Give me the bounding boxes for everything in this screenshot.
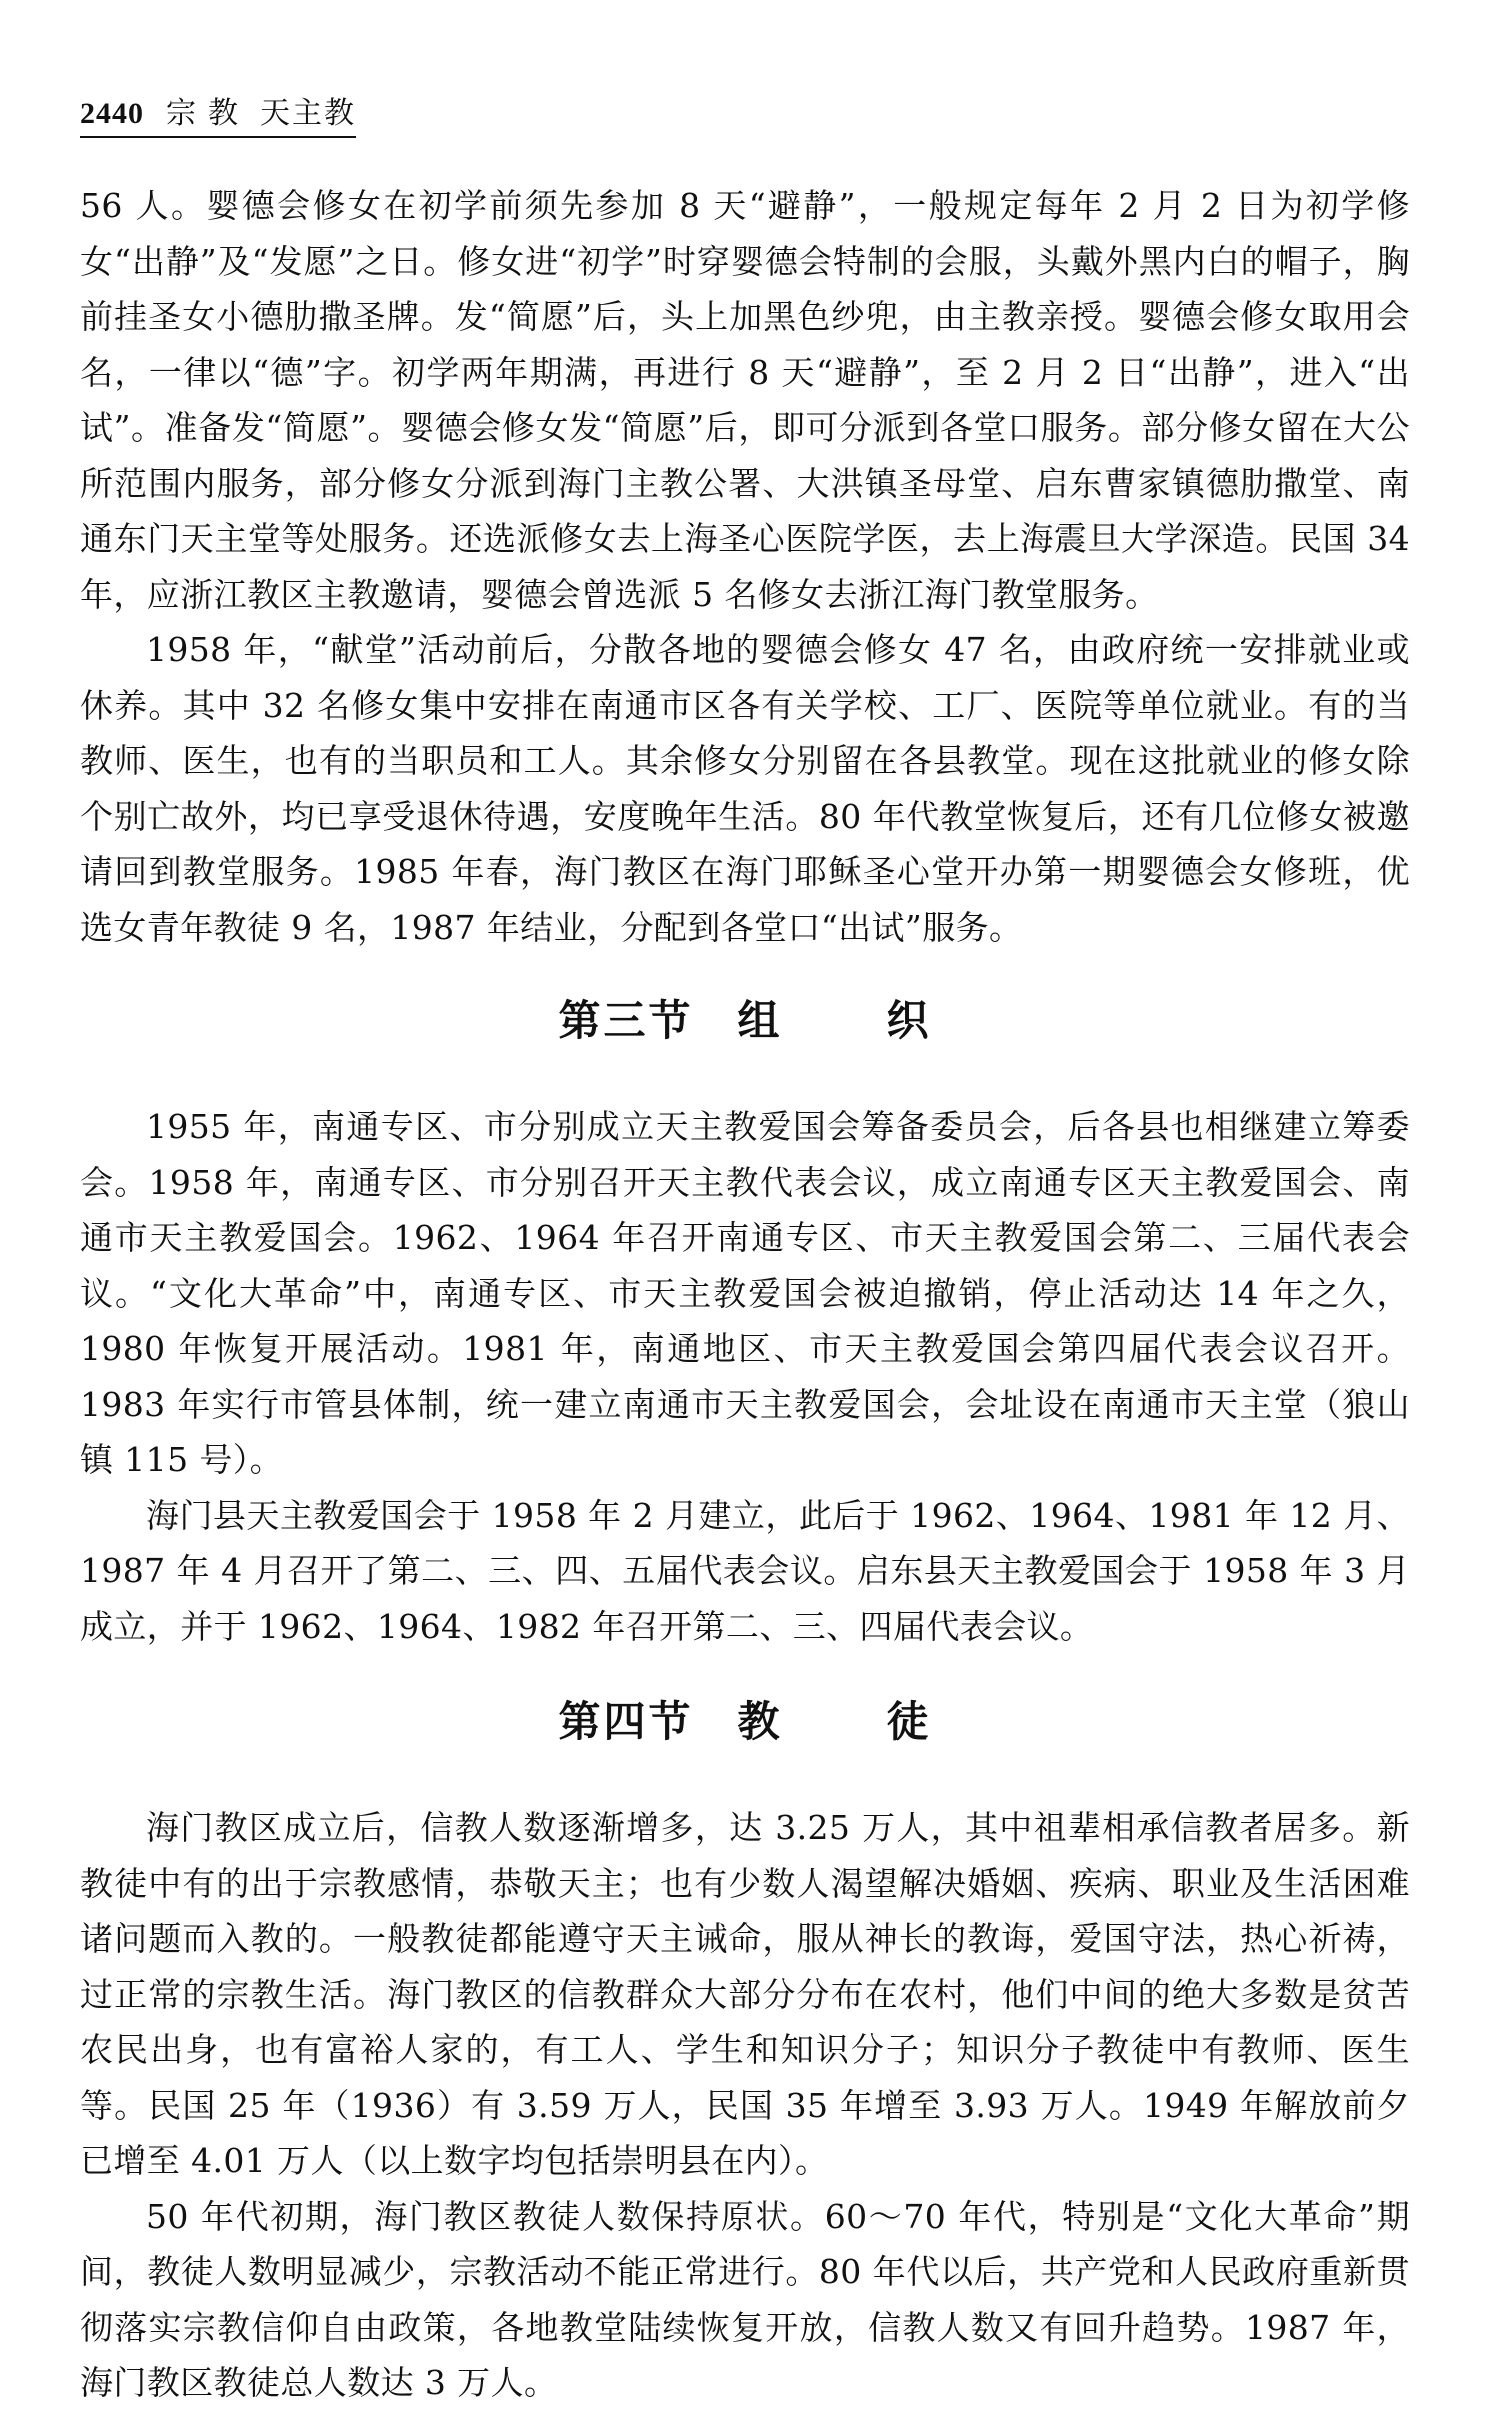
section-heading-organization [80, 993, 1410, 1049]
page-content [80, 178, 1410, 2411]
page-number: 2440 [80, 97, 144, 130]
header-section: 宗教 [166, 96, 250, 131]
header-subsection: 天主教 [260, 96, 356, 131]
section-title-word: 织 [886, 996, 932, 1045]
section-number: 第四节 [558, 1697, 694, 1746]
section-heading-believers [80, 1694, 1410, 1750]
paragraph: 海门县天主教爱国会于 1958 年 2 月建立，此后于 1962、1964、1981 年 12 月、1987 年 4 月召开了第二、三、四、五届代表会议。启东县天主教爱国会于 1958 年 3 月成立，并于 1962、1964、1982 年召开第二、三、四届代表会议。 [80, 1495, 1410, 1646]
paragraph: 50 年代初期，海门教区教徒人数保持原状。60～70 年代，特别是“文化大革命”期间，教徒人数明显减少，宗教活动不能正常进行。80 年代以后，共产党和人民政府重新贯彻落实宗教信仰自由政策，各地教堂陆续恢复开放，信教人数又有回升趋势。1987 年，海门教区教徒总人数达 3 万人。 [80, 2196, 1410, 2402]
document-page [80, 96, 1410, 2411]
section-title-word: 组 [737, 996, 783, 1045]
running-header [80, 96, 356, 138]
paragraph: 海门教区成立后，信教人数逐渐增多，达 3.25 万人，其中祖辈相承信教者居多。新教徒中有的出于宗教感情，恭敬天主；也有少数人渴望解决婚姻、疾病、职业及生活困难诸问题而入教的。一般教徒都能遵守天主诫命，服从神长的教诲，爱国守法，热心祈祷，过正常的宗教生活。海门教区的信教群众大部分分布在农村，他们中间的绝大多数是贫苦农民出身，也有富裕人家的，有工人、学生和知识分子；知识分子教徒中有教师、医生等。民国 25 年（1936）有 3.59 万人，民国 35 年增至 3.93 万人。1949 年解放前夕已增至 4.01 万人（以上数字均包括崇明县在内）。 [80, 1808, 1410, 2180]
section-number: 第三节 [558, 996, 694, 1045]
section-title-word: 教 [737, 1697, 783, 1746]
section-title-word: 徒 [886, 1697, 932, 1746]
paragraph: 56 人。婴德会修女在初学前须先参加 8 天“避静”，一般规定每年 2 月 2 日为初学修女“出静”及“发愿”之日。修女进“初学”时穿婴德会特制的会服，头戴外黑内白的帽子，胸前挂圣女小德肋撒圣牌。发“简愿”后，头上加黑色纱兜，由主教亲授。婴德会修女取用会名，一律以“德”字。初学两年期满，再进行 8 天“避静”，至 2 月 2 日“出静”，进入“出试”。准备发“简愿”。婴德会修女发“简愿”后，即可分派到各堂口服务。部分修女留在大公所范围内服务，部分修女分派到海门主教公署、大洪镇圣母堂、启东曹家镇德肋撒堂、南通东门天主堂等处服务。还选派修女去上海圣心医院学医，去上海震旦大学深造。民国 34 年，应浙江教区主教邀请，婴德会曾选派 5 名修女去浙江海门教堂服务。 [80, 186, 1410, 614]
paragraph: 1958 年，“献堂”活动前后，分散各地的婴德会修女 47 名，由政府统一安排就业或休养。其中 32 名修女集中安排在南通市区各有关学校、工厂、医院等单位就业。有的当教师、医生，也有的当职员和工人。其余修女分别留在各县教堂。现在这批就业的修女除个别亡故外，均已享受退休待遇，安度晚年生活。80 年代教堂恢复后，还有几位修女被邀请回到教堂服务。1985 年春，海门教区在海门耶稣圣心堂开办第一期婴德会女修班，优选女青年教徒 9 名，1987 年结业，分配到各堂口“出试”服务。 [80, 630, 1410, 947]
paragraph: 1955 年，南通专区、市分别成立天主教爱国会筹备委员会，后各县也相继建立筹委会。1958 年，南通专区、市分别召开天主教代表会议，成立南通专区天主教爱国会、南通市天主教爱国会。1962、1964 年召开南通专区、市天主教爱国会第二、三届代表会议。“文化大革命”中，南通专区、市天主教爱国会被迫撤销，停止活动达 14 年之久，1980 年恢复开展活动。1981 年，南通地区、市天主教爱国会第四届代表会议召开。1983 年实行市管县体制，统一建立南通市天主教爱国会，会址设在南通市天主堂（狼山镇 115 号）。 [80, 1107, 1410, 1479]
